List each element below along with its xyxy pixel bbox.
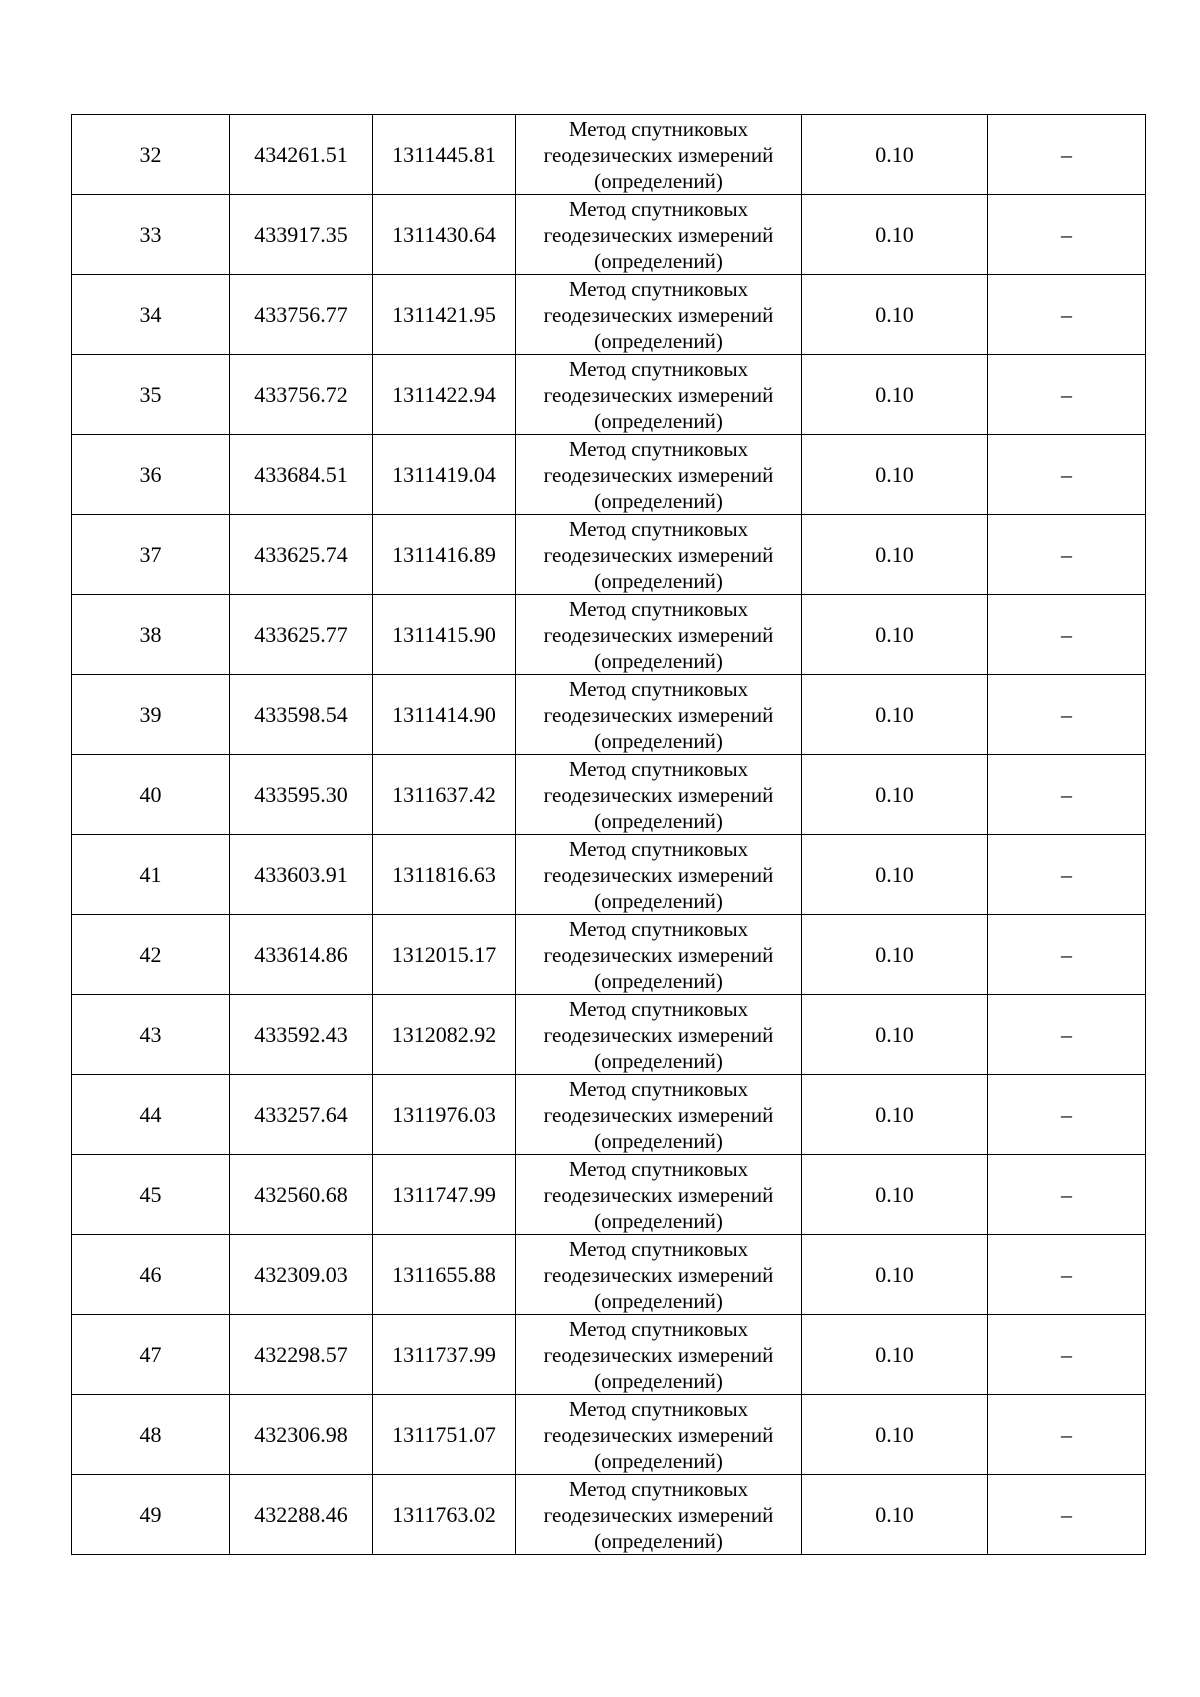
point-number-cell: 45 <box>72 1155 230 1235</box>
method-text-line: (определений) <box>594 1528 723 1553</box>
y-coordinate-cell: 1311419.04 <box>373 435 516 515</box>
table-row <box>72 1235 1146 1315</box>
table-row <box>72 515 1146 595</box>
method-text-line: (определений) <box>594 728 723 753</box>
method-text-line: геодезических измерений <box>543 1342 774 1367</box>
point-number-cell: 36 <box>72 435 230 515</box>
y-coordinate-cell: 1311747.99 <box>373 1155 516 1235</box>
method-text-line: геодезических измерений <box>543 622 774 647</box>
table-row <box>72 435 1146 515</box>
x-coordinate-cell: 433614.86 <box>230 915 373 995</box>
method-text-line: (определений) <box>594 1288 723 1313</box>
x-coordinate-cell: 433625.77 <box>230 595 373 675</box>
method-cell <box>516 1075 802 1155</box>
method-cell <box>516 995 802 1075</box>
x-coordinate-cell: 433592.43 <box>230 995 373 1075</box>
table-row <box>72 1075 1146 1155</box>
y-coordinate-cell: 1311421.95 <box>373 275 516 355</box>
accuracy-cell: 0.10 <box>802 915 988 995</box>
method-text-line: Метод спутниковых <box>568 1316 749 1341</box>
note-cell: – <box>988 1475 1146 1555</box>
method-text-line: (определений) <box>594 328 723 353</box>
y-coordinate-cell: 1311422.94 <box>373 355 516 435</box>
table-row <box>72 595 1146 675</box>
method-text-line: геодезических измерений <box>543 222 774 247</box>
method-text-line: (определений) <box>594 168 723 193</box>
note-cell: – <box>988 355 1146 435</box>
accuracy-cell: 0.10 <box>802 595 988 675</box>
x-coordinate-cell: 433603.91 <box>230 835 373 915</box>
method-text-line: геодезических измерений <box>543 862 774 887</box>
method-text-line: Метод спутниковых <box>568 756 749 781</box>
method-cell <box>516 755 802 835</box>
point-number-cell: 32 <box>72 115 230 195</box>
table-row <box>72 1475 1146 1555</box>
accuracy-cell: 0.10 <box>802 995 988 1075</box>
method-cell <box>516 355 802 435</box>
method-cell <box>516 1475 802 1555</box>
method-text-line: геодезических измерений <box>543 1502 774 1527</box>
method-text-line: (определений) <box>594 1368 723 1393</box>
x-coordinate-cell: 432298.57 <box>230 1315 373 1395</box>
method-text-line: Метод спутниковых <box>568 676 749 701</box>
point-number-cell: 46 <box>72 1235 230 1315</box>
method-text-line: геодезических измерений <box>543 142 774 167</box>
x-coordinate-cell: 433625.74 <box>230 515 373 595</box>
accuracy-cell: 0.10 <box>802 115 988 195</box>
table-row <box>72 1155 1146 1235</box>
coordinates-table <box>71 114 1146 1555</box>
note-cell: – <box>988 675 1146 755</box>
method-cell <box>516 1235 802 1315</box>
x-coordinate-cell: 433257.64 <box>230 1075 373 1155</box>
accuracy-cell: 0.10 <box>802 835 988 915</box>
method-text-line: Метод спутниковых <box>568 116 749 141</box>
accuracy-cell: 0.10 <box>802 1075 988 1155</box>
method-cell <box>516 1395 802 1475</box>
method-cell <box>516 435 802 515</box>
method-cell <box>516 115 802 195</box>
accuracy-cell: 0.10 <box>802 195 988 275</box>
method-text-line: Метод спутниковых <box>568 356 749 381</box>
accuracy-cell: 0.10 <box>802 1155 988 1235</box>
method-text-line: Метод спутниковых <box>568 836 749 861</box>
y-coordinate-cell: 1311763.02 <box>373 1475 516 1555</box>
note-cell: – <box>988 1315 1146 1395</box>
method-text-line: Метод спутниковых <box>568 996 749 1021</box>
point-number-cell: 35 <box>72 355 230 435</box>
x-coordinate-cell: 434261.51 <box>230 115 373 195</box>
note-cell: – <box>988 995 1146 1075</box>
accuracy-cell: 0.10 <box>802 675 988 755</box>
table-body <box>72 115 1146 1555</box>
method-text-line: Метод спутниковых <box>568 1156 749 1181</box>
method-text-line: геодезических измерений <box>543 782 774 807</box>
method-text-line: (определений) <box>594 968 723 993</box>
table-row <box>72 115 1146 195</box>
point-number-cell: 48 <box>72 1395 230 1475</box>
method-cell <box>516 275 802 355</box>
y-coordinate-cell: 1312082.92 <box>373 995 516 1075</box>
y-coordinate-cell: 1311737.99 <box>373 1315 516 1395</box>
table-row <box>72 1315 1146 1395</box>
x-coordinate-cell: 433598.54 <box>230 675 373 755</box>
x-coordinate-cell: 433756.77 <box>230 275 373 355</box>
method-cell <box>516 595 802 675</box>
note-cell: – <box>988 835 1146 915</box>
table-row <box>72 755 1146 835</box>
method-text-line: (определений) <box>594 888 723 913</box>
table-row <box>72 995 1146 1075</box>
note-cell: – <box>988 1235 1146 1315</box>
y-coordinate-cell: 1311976.03 <box>373 1075 516 1155</box>
note-cell: – <box>988 275 1146 355</box>
method-text-line: геодезических измерений <box>543 542 774 567</box>
method-cell <box>516 1155 802 1235</box>
method-text-line: Метод спутниковых <box>568 1476 749 1501</box>
note-cell: – <box>988 755 1146 835</box>
table-row <box>72 675 1146 755</box>
method-text-line: Метод спутниковых <box>568 516 749 541</box>
y-coordinate-cell: 1311637.42 <box>373 755 516 835</box>
accuracy-cell: 0.10 <box>802 1315 988 1395</box>
point-number-cell: 34 <box>72 275 230 355</box>
accuracy-cell: 0.10 <box>802 1475 988 1555</box>
note-cell: – <box>988 1075 1146 1155</box>
point-number-cell: 47 <box>72 1315 230 1395</box>
accuracy-cell: 0.10 <box>802 355 988 435</box>
method-cell <box>516 1315 802 1395</box>
x-coordinate-cell: 433917.35 <box>230 195 373 275</box>
accuracy-cell: 0.10 <box>802 515 988 595</box>
method-text-line: Метод спутниковых <box>568 596 749 621</box>
point-number-cell: 37 <box>72 515 230 595</box>
y-coordinate-cell: 1312015.17 <box>373 915 516 995</box>
table-row <box>72 835 1146 915</box>
method-text-line: (определений) <box>594 568 723 593</box>
note-cell: – <box>988 115 1146 195</box>
method-text-line: геодезических измерений <box>543 382 774 407</box>
accuracy-cell: 0.10 <box>802 435 988 515</box>
method-cell <box>516 195 802 275</box>
point-number-cell: 42 <box>72 915 230 995</box>
y-coordinate-cell: 1311655.88 <box>373 1235 516 1315</box>
accuracy-cell: 0.10 <box>802 755 988 835</box>
accuracy-cell: 0.10 <box>802 1235 988 1315</box>
method-text-line: геодезических измерений <box>543 1182 774 1207</box>
method-text-line: геодезических измерений <box>543 462 774 487</box>
method-text-line: (определений) <box>594 1208 723 1233</box>
method-cell <box>516 915 802 995</box>
method-cell <box>516 515 802 595</box>
table-row <box>72 195 1146 275</box>
method-text-line: Метод спутниковых <box>568 1396 749 1421</box>
table-row <box>72 275 1146 355</box>
table-row <box>72 355 1146 435</box>
y-coordinate-cell: 1311415.90 <box>373 595 516 675</box>
x-coordinate-cell: 432306.98 <box>230 1395 373 1475</box>
method-text-line: (определений) <box>594 408 723 433</box>
method-text-line: (определений) <box>594 488 723 513</box>
method-text-line: (определений) <box>594 248 723 273</box>
point-number-cell: 38 <box>72 595 230 675</box>
accuracy-cell: 0.10 <box>802 1395 988 1475</box>
method-text-line: (определений) <box>594 1048 723 1073</box>
method-text-line: Метод спутниковых <box>568 1236 749 1261</box>
method-text-line: (определений) <box>594 1448 723 1473</box>
point-number-cell: 40 <box>72 755 230 835</box>
y-coordinate-cell: 1311416.89 <box>373 515 516 595</box>
method-text-line: геодезических измерений <box>543 1022 774 1047</box>
method-text-line: геодезических измерений <box>543 302 774 327</box>
table-row <box>72 915 1146 995</box>
note-cell: – <box>988 515 1146 595</box>
point-number-cell: 49 <box>72 1475 230 1555</box>
method-text-line: геодезических измерений <box>543 942 774 967</box>
point-number-cell: 41 <box>72 835 230 915</box>
table-row <box>72 1395 1146 1475</box>
method-text-line: Метод спутниковых <box>568 196 749 221</box>
point-number-cell: 33 <box>72 195 230 275</box>
note-cell: – <box>988 1395 1146 1475</box>
y-coordinate-cell: 1311751.07 <box>373 1395 516 1475</box>
point-number-cell: 44 <box>72 1075 230 1155</box>
accuracy-cell: 0.10 <box>802 275 988 355</box>
note-cell: – <box>988 435 1146 515</box>
method-text-line: Метод спутниковых <box>568 1076 749 1101</box>
point-number-cell: 39 <box>72 675 230 755</box>
y-coordinate-cell: 1311430.64 <box>373 195 516 275</box>
method-text-line: Метод спутниковых <box>568 276 749 301</box>
method-text-line: Метод спутниковых <box>568 916 749 941</box>
x-coordinate-cell: 432288.46 <box>230 1475 373 1555</box>
method-text-line: геодезических измерений <box>543 1422 774 1447</box>
y-coordinate-cell: 1311414.90 <box>373 675 516 755</box>
x-coordinate-cell: 432309.03 <box>230 1235 373 1315</box>
note-cell: – <box>988 595 1146 675</box>
method-cell <box>516 675 802 755</box>
method-text-line: (определений) <box>594 1128 723 1153</box>
method-text-line: Метод спутниковых <box>568 436 749 461</box>
note-cell: – <box>988 195 1146 275</box>
x-coordinate-cell: 432560.68 <box>230 1155 373 1235</box>
x-coordinate-cell: 433595.30 <box>230 755 373 835</box>
point-number-cell: 43 <box>72 995 230 1075</box>
method-cell <box>516 835 802 915</box>
method-text-line: геодезических измерений <box>543 702 774 727</box>
method-text-line: геодезических измерений <box>543 1262 774 1287</box>
method-text-line: (определений) <box>594 648 723 673</box>
note-cell: – <box>988 915 1146 995</box>
y-coordinate-cell: 1311816.63 <box>373 835 516 915</box>
x-coordinate-cell: 433756.72 <box>230 355 373 435</box>
method-text-line: (определений) <box>594 808 723 833</box>
method-text-line: геодезических измерений <box>543 1102 774 1127</box>
x-coordinate-cell: 433684.51 <box>230 435 373 515</box>
y-coordinate-cell: 1311445.81 <box>373 115 516 195</box>
note-cell: – <box>988 1155 1146 1235</box>
